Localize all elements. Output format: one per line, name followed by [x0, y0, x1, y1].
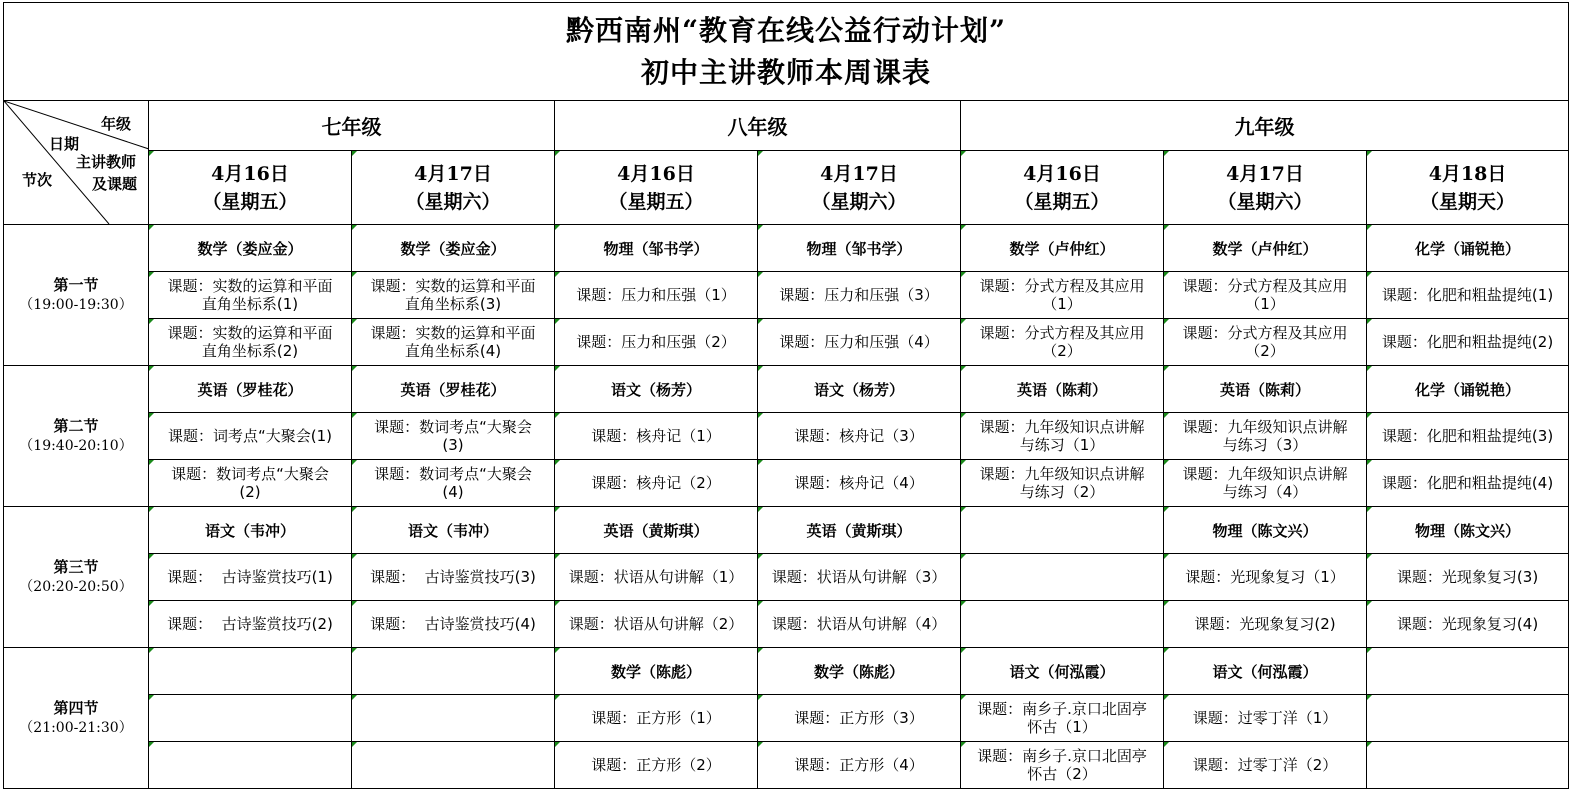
cell-text-line: 课题：光现象复习（1） [1185, 568, 1345, 586]
cell-text-line: 课题：实数的运算和平面 [167, 277, 333, 295]
corner-teacher-label: 主讲教师 [76, 153, 137, 171]
subject-teacher-cell [758, 366, 961, 413]
subject-teacher-cell [758, 225, 961, 272]
date-label: 4月17日 [1226, 162, 1304, 185]
cell-text-line: (2) [239, 483, 261, 501]
lesson-topic-cell [961, 554, 1164, 601]
date-label: 4月16日 [1023, 162, 1101, 185]
cell-text-line: 课题：数词考点“大聚会 [374, 465, 532, 483]
subject-teacher-cell [149, 225, 352, 272]
cell-text-line: 英语（罗桂花） [197, 380, 303, 399]
lesson-topic-cell [352, 319, 555, 366]
schedule-row [4, 413, 1569, 460]
lesson-topic-cell [555, 319, 758, 366]
cell-text-line: 语文（杨芳） [813, 380, 904, 399]
cell-text-line: 课题：分式方程及其应用 [1182, 277, 1348, 295]
lesson-topic-cell [758, 554, 961, 601]
cell-text-line: 数学（陈彪） [610, 662, 701, 681]
lesson-topic-cell [1367, 554, 1569, 601]
cell-text-line: 直角坐标系(4) [404, 342, 502, 360]
cell-text-line: 课题： 古诗鉴赏技巧(1) [167, 568, 333, 586]
cell-text-line: 课题：状语从句讲解（4） [771, 615, 947, 633]
cell-text-line: 课题：化肥和粗盐提纯(1) [1381, 286, 1554, 304]
cell-text-line: 课题：压力和压强（2） [576, 333, 736, 351]
cell-text-line: 课题：过零丁洋（1） [1192, 709, 1338, 727]
lesson-topic-cell [352, 695, 555, 742]
schedule-sheet [3, 2, 1570, 799]
subject-teacher-cell [555, 648, 758, 695]
lesson-topic-cell [352, 413, 555, 460]
cell-text-line: 课题：状语从句讲解（2） [568, 615, 744, 633]
lesson-topic-cell [149, 695, 352, 742]
lesson-topic-cell [1164, 460, 1367, 507]
lesson-topic-cell [1164, 413, 1367, 460]
cell-text-line: 语文（何泓霞） [1009, 662, 1115, 681]
lesson-topic-cell [149, 554, 352, 601]
lesson-topic-cell [1164, 319, 1367, 366]
lesson-topic-cell [758, 413, 961, 460]
cell-text-line: 怀古（1） [1027, 718, 1097, 736]
cell-text-line: 课题：正方形（1） [591, 709, 721, 727]
title-line-2: 初中主讲教师本周课表 [641, 55, 932, 89]
cell-text-line: 数学（娄应金） [197, 239, 303, 258]
cell-text-line: 与练习（3） [1222, 436, 1308, 454]
cell-text-line: 课题：光现象复习(4) [1396, 615, 1539, 633]
cell-text-line: 课题：核舟记（4） [794, 474, 924, 492]
cell-text-line: 课题：核舟记（2） [591, 474, 721, 492]
cell-text-line: 课题： 古诗鉴赏技巧(4) [370, 615, 536, 633]
lesson-topic-cell [758, 460, 961, 507]
cell-text-line: 课题：压力和压强（3） [779, 286, 939, 304]
cell-text-line: 课题：化肥和粗盐提纯(2) [1381, 333, 1554, 351]
lesson-topic-cell [149, 742, 352, 789]
cell-text-line: 语文（杨芳） [610, 380, 701, 399]
subject-teacher-cell [1367, 648, 1569, 695]
cell-text-line: 课题：数词考点“大聚会 [374, 418, 532, 436]
cell-text-line: 怀古（2） [1027, 765, 1097, 783]
subject-teacher-cell [149, 507, 352, 554]
period-cell [4, 507, 149, 648]
subject-teacher-cell [1164, 225, 1367, 272]
subject-teacher-cell [961, 507, 1164, 554]
schedule-row [4, 319, 1569, 366]
title-cell [4, 3, 1569, 101]
subject-teacher-cell [1367, 507, 1569, 554]
cell-text-line: 数学（陈彪） [813, 662, 904, 681]
cell-text-line: 课题：状语从句讲解（3） [771, 568, 947, 586]
cell-text-line: (3) [442, 436, 464, 454]
lesson-topic-cell [758, 742, 961, 789]
date-header [758, 151, 961, 225]
date-header [1164, 151, 1367, 225]
period-name: 第四节 [53, 699, 99, 717]
cell-text-line: 课题： 古诗鉴赏技巧(2) [167, 615, 333, 633]
date-header [149, 151, 352, 225]
date-header [352, 151, 555, 225]
period-time: （20:20-20:50） [19, 579, 133, 595]
lesson-topic-cell [1367, 601, 1569, 648]
schedule-row [4, 366, 1569, 413]
date-label: 4月18日 [1428, 162, 1507, 185]
cell-text-line: 英语（陈莉） [1016, 380, 1107, 399]
weekday-label: （星期五） [202, 190, 298, 213]
grade-header: 九年级 [961, 101, 1569, 151]
subject-teacher-cell [961, 366, 1164, 413]
lesson-topic-cell [149, 272, 352, 319]
cell-text-line: （2） [1245, 342, 1285, 360]
subject-teacher-cell [1164, 507, 1367, 554]
cell-text-line: 课题：南乡子.京口北固亭 [977, 747, 1147, 765]
schedule-row [4, 648, 1569, 695]
subject-teacher-cell [555, 507, 758, 554]
cell-text-line: 课题：实数的运算和平面 [167, 324, 333, 342]
lesson-topic-cell [149, 319, 352, 366]
lesson-topic-cell [1367, 272, 1569, 319]
lesson-topic-cell [1367, 319, 1569, 366]
weekday-label: （星期五） [1014, 190, 1110, 213]
date-label: 4月16日 [617, 162, 695, 185]
lesson-topic-cell [352, 460, 555, 507]
subject-teacher-cell [758, 648, 961, 695]
cell-text-line: 英语（黄斯琪） [806, 521, 912, 540]
subject-teacher-cell [1164, 648, 1367, 695]
lesson-topic-cell [961, 413, 1164, 460]
cell-text-line: 课题：过零丁洋（2） [1192, 756, 1338, 774]
weekday-label: （星期五） [608, 190, 704, 213]
cell-text-line: 课题：光现象复习(2) [1194, 615, 1336, 633]
period-cell [4, 648, 149, 789]
cell-text-line: （2） [1042, 342, 1082, 360]
cell-text-line: 课题：南乡子.京口北固亭 [977, 700, 1147, 718]
subject-teacher-cell [555, 366, 758, 413]
lesson-topic-cell [555, 601, 758, 648]
cell-text-line: 课题：化肥和粗盐提纯(4) [1381, 474, 1554, 492]
grade-header: 七年级 [149, 101, 555, 151]
lesson-topic-cell [555, 742, 758, 789]
cell-text-line: 课题：分式方程及其应用 [1182, 324, 1348, 342]
date-header [1367, 151, 1569, 225]
lesson-topic-cell [961, 319, 1164, 366]
cell-text-line: 英语（黄斯琪） [603, 521, 709, 540]
lesson-topic-cell [352, 554, 555, 601]
period-cell [4, 366, 149, 507]
schedule-row [4, 554, 1569, 601]
title-line-1: 黔西南州“教育在线公益行动计划” [565, 13, 1007, 47]
cell-text-line: 课题：分式方程及其应用 [979, 324, 1145, 342]
period-time: （19:40-20:10） [19, 438, 133, 454]
subject-teacher-cell [352, 366, 555, 413]
lesson-topic-cell [961, 272, 1164, 319]
period-time: （21:00-21:30） [19, 720, 133, 736]
subject-teacher-cell [961, 648, 1164, 695]
lesson-topic-cell [555, 460, 758, 507]
subject-teacher-cell [352, 648, 555, 695]
lesson-topic-cell [1164, 554, 1367, 601]
subject-teacher-cell [149, 366, 352, 413]
lesson-topic-cell [1164, 601, 1367, 648]
subject-teacher-cell [352, 507, 555, 554]
date-label: 4月17日 [414, 162, 492, 185]
cell-text-line: 课题： 古诗鉴赏技巧(3) [370, 568, 536, 586]
schedule-table [3, 2, 1569, 789]
subject-teacher-cell [149, 648, 352, 695]
lesson-topic-cell [758, 695, 961, 742]
cell-text-line: (4) [442, 483, 464, 501]
schedule-row [4, 507, 1569, 554]
period-time: （19:00-19:30） [19, 297, 133, 313]
subject-teacher-cell [758, 507, 961, 554]
cell-text-line: 数学（娄应金） [400, 239, 506, 258]
subject-teacher-cell [1367, 225, 1569, 272]
lesson-topic-cell [1367, 695, 1569, 742]
schedule-row [4, 225, 1569, 272]
cell-text-line: 物理（邹书学） [806, 239, 912, 258]
cell-text-line: 与练习（2） [1019, 483, 1105, 501]
cell-text-line: 与练习（1） [1019, 436, 1105, 454]
cell-text-line: 课题：词考点“大聚会(1) [167, 427, 333, 445]
lesson-topic-cell [555, 554, 758, 601]
cell-text-line: 课题：状语从句讲解（1） [568, 568, 744, 586]
schedule-row [4, 460, 1569, 507]
lesson-topic-cell [555, 413, 758, 460]
cell-text-line: 课题：分式方程及其应用 [979, 277, 1145, 295]
subject-teacher-cell [1164, 366, 1367, 413]
corner-date-label: 日期 [49, 135, 80, 153]
cell-text-line: 数学（卢仲红） [1009, 239, 1115, 258]
date-label: 4月16日 [211, 162, 289, 185]
cell-text-line: 直角坐标系(3) [404, 295, 502, 313]
lesson-topic-cell [352, 272, 555, 319]
corner-header [4, 101, 149, 225]
lesson-topic-cell [1164, 742, 1367, 789]
cell-text-line: 与练习（4） [1222, 483, 1308, 501]
date-label: 4月17日 [820, 162, 898, 185]
lesson-topic-cell [555, 695, 758, 742]
schedule-row [4, 695, 1569, 742]
cell-text-line: 化学（诵锐艳） [1415, 239, 1521, 258]
corner-period-label: 节次 [22, 171, 53, 189]
cell-text-line: 直角坐标系(2) [201, 342, 299, 360]
cell-text-line: 物理（陈文兴） [1212, 521, 1318, 540]
lesson-topic-cell [149, 460, 352, 507]
cell-text-line: 课题：实数的运算和平面 [370, 277, 536, 295]
cell-text-line: 课题：核舟记（1） [591, 427, 721, 445]
cell-text-line: 课题：九年级知识点讲解 [979, 418, 1145, 436]
lesson-topic-cell [758, 272, 961, 319]
cell-text-line: 课题：正方形（4） [794, 756, 924, 774]
schedule-row [4, 601, 1569, 648]
period-name: 第二节 [53, 417, 99, 435]
schedule-row [4, 272, 1569, 319]
subject-teacher-cell [555, 225, 758, 272]
cell-text-line: 课题：压力和压强（4） [779, 333, 939, 351]
cell-text-line: 数学（卢仲红） [1212, 239, 1318, 258]
lesson-topic-cell [961, 601, 1164, 648]
weekday-label: （星期六） [811, 190, 907, 213]
period-name: 第一节 [53, 276, 99, 294]
lesson-topic-cell [1367, 742, 1569, 789]
period-cell [4, 225, 149, 366]
cell-text-line: 化学（诵锐艳） [1415, 380, 1521, 399]
schedule-row [4, 742, 1569, 789]
cell-text-line: 课题：正方形（3） [794, 709, 924, 727]
lesson-topic-cell [758, 319, 961, 366]
cell-text-line: 英语（罗桂花） [400, 380, 506, 399]
lesson-topic-cell [1367, 413, 1569, 460]
date-header [555, 151, 758, 225]
period-name: 第三节 [53, 558, 99, 576]
cell-text-line: 课题：数词考点“大聚会 [171, 465, 329, 483]
subject-teacher-cell [1367, 366, 1569, 413]
weekday-label: （星期六） [405, 190, 501, 213]
cell-text-line: 课题：压力和压强（1） [576, 286, 736, 304]
cell-text-line: 课题：实数的运算和平面 [370, 324, 536, 342]
cell-text-line: 语文（韦冲） [407, 521, 498, 540]
weekday-label: （星期六） [1217, 190, 1313, 213]
cell-text-line: 课题：九年级知识点讲解 [979, 465, 1145, 483]
lesson-topic-cell [555, 272, 758, 319]
cell-text-line: 英语（陈莉） [1219, 380, 1310, 399]
cell-text-line: 课题：正方形（2） [591, 756, 721, 774]
cell-text-line: 课题：九年级知识点讲解 [1182, 465, 1348, 483]
lesson-topic-cell [961, 460, 1164, 507]
lesson-topic-cell [961, 742, 1164, 789]
corner-course-label: 及课题 [92, 175, 138, 193]
cell-text-line: （1） [1042, 295, 1082, 313]
cell-text-line: 语文（何泓霞） [1212, 662, 1318, 681]
cell-text-line: 物理（邹书学） [603, 239, 709, 258]
lesson-topic-cell [149, 413, 352, 460]
cell-text-line: （1） [1245, 295, 1285, 313]
cell-text-line: 课题：化肥和粗盐提纯(3) [1381, 427, 1554, 445]
cell-text-line: 课题：光现象复习(3) [1396, 568, 1539, 586]
lesson-topic-cell [758, 601, 961, 648]
date-header [961, 151, 1164, 225]
lesson-topic-cell [1164, 695, 1367, 742]
lesson-topic-cell [352, 601, 555, 648]
lesson-topic-cell [352, 742, 555, 789]
corner-grade-label: 年级 [101, 115, 132, 133]
cell-text-line: 语文（韦冲） [204, 521, 295, 540]
cell-text-line: 课题：核舟记（3） [794, 427, 924, 445]
cell-text-line: 物理（陈文兴） [1415, 521, 1521, 540]
cell-text-line: 课题：九年级知识点讲解 [1182, 418, 1348, 436]
grade-header: 八年级 [555, 101, 961, 151]
subject-teacher-cell [961, 225, 1164, 272]
cell-text-line: 直角坐标系(1) [201, 295, 299, 313]
lesson-topic-cell [961, 695, 1164, 742]
lesson-topic-cell [1164, 272, 1367, 319]
weekday-label: （星期天） [1420, 190, 1516, 213]
subject-teacher-cell [352, 225, 555, 272]
lesson-topic-cell [1367, 460, 1569, 507]
lesson-topic-cell [149, 601, 352, 648]
